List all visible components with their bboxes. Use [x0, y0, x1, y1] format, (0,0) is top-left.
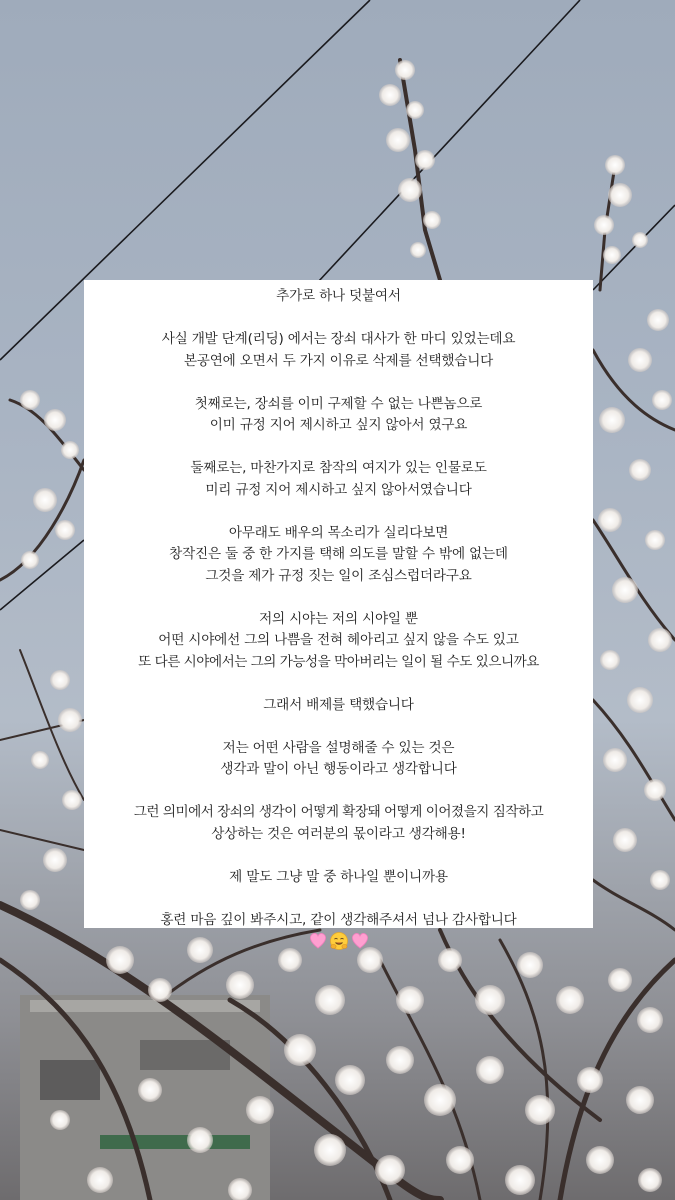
line-spacer — [84, 888, 593, 910]
hugging-face-icon — [330, 933, 347, 950]
note-line: 창작진은 둘 중 한 가지를 택해 의도를 말할 수 밖에 없는데 — [169, 546, 508, 562]
line-spacer — [84, 501, 593, 523]
line-spacer — [84, 437, 593, 459]
note-line: 또 다른 시야에서는 그의 가능성을 막아버리는 일이 될 수도 있으니까요 — [138, 653, 539, 670]
emoji-row — [84, 931, 593, 953]
note-line: 사실 개발 단계(리딩) 에서는 장쇠 대사가 한 마디 있었는데요 — [161, 331, 516, 347]
pink-heart-icon — [352, 933, 367, 948]
note-line: 제 말도 그냥 말 중 하나일 뿐이니까용 — [229, 868, 448, 885]
line-spacer — [84, 845, 593, 867]
note-line: 그래서 배제를 택했습니다 — [263, 696, 414, 713]
note-line: 상상하는 것은 여러분의 몫이라고 생각해용! — [211, 825, 466, 842]
note-line: 둘째로는, 마찬가지로 참작의 여지가 있는 인물로도 — [190, 460, 487, 476]
note-line: 이미 규정 지어 제시하고 싶지 않아서 였구요 — [209, 417, 468, 433]
note-line: 본공연에 오면서 두 가지 이유로 삭제를 선택했습니다 — [183, 352, 494, 369]
note-line: 저의 시야는 저의 시야일 뿐 — [259, 610, 418, 627]
note-line: 저는 어떤 사람을 설명해줄 수 있는 것은 — [222, 739, 455, 756]
line-spacer — [84, 587, 593, 609]
note-line: 그런 의미에서 장쇠의 생각이 어떻게 확장돼 어떻게 이어졌을지 짐작하고 — [133, 804, 544, 820]
note-line: 추가로 하나 덧붙여서 — [276, 288, 401, 304]
note-card — [84, 280, 593, 928]
line-spacer — [84, 673, 593, 695]
line-spacer — [84, 781, 593, 803]
line-spacer — [84, 372, 593, 394]
emoji-group — [308, 931, 370, 951]
note-line: 그것을 제가 규정 짓는 일이 조심스럽더라구요 — [205, 567, 472, 584]
line-spacer — [84, 308, 593, 330]
line-spacer — [84, 716, 593, 738]
note-line: 홍련 마음 깊이 봐주시고, 같이 생각해주셔서 넘나 감사합니다 — [160, 911, 517, 928]
note-line: 어떤 시야에선 그의 나쁨을 전혀 헤아리고 싶지 않을 수도 있고 — [158, 632, 519, 648]
note-line: 생각과 말이 아닌 행동이라고 생각합니다 — [220, 761, 457, 777]
note-line: 미리 규정 지어 제시하고 싶지 않아서였습니다 — [205, 481, 472, 498]
note-line: 첫째로는, 장쇠를 이미 구제할 수 없는 나쁜놈으로 — [194, 395, 483, 412]
pink-heart-icon — [310, 933, 325, 948]
note-line: 아무래도 배우의 목소리가 실리다보면 — [228, 524, 449, 541]
